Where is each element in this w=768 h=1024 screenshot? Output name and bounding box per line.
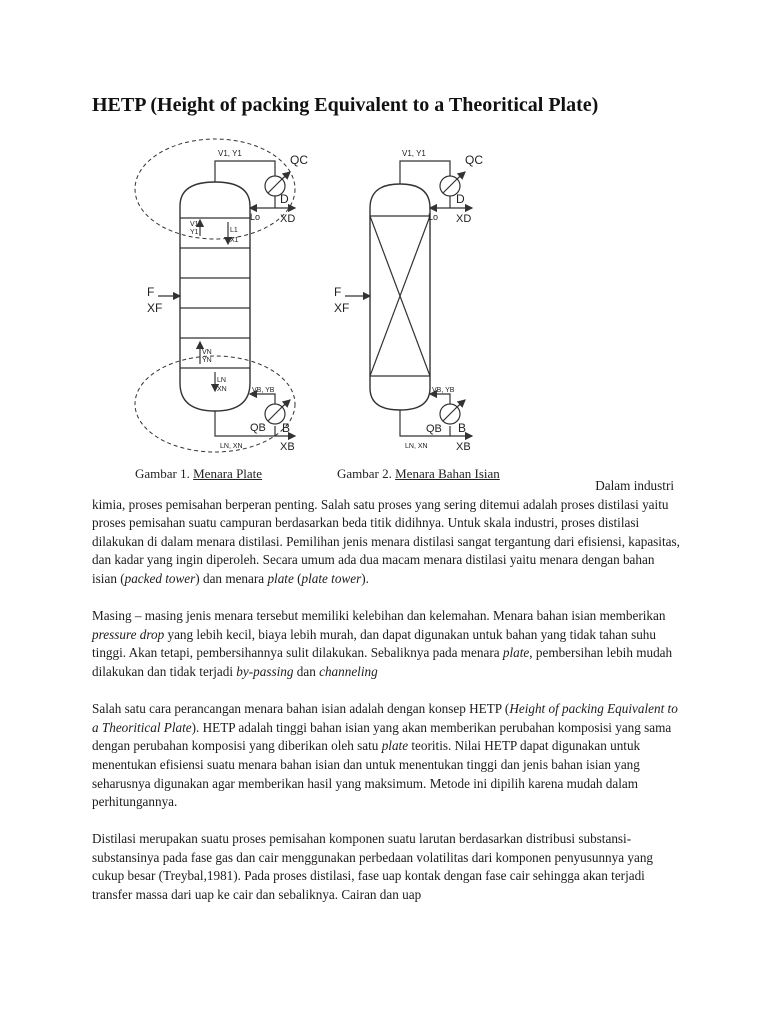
svg-text:VN: VN xyxy=(202,349,212,356)
paragraph-1: Dalam industri kimia, proses pemisahan berperan penting. Salah satu proses yang sering ditemui adalah proses distilasi yaitu proses pemisahan suatu campuran berdasarkan beda titik didihnya. Untuk skala industri, proses distilasi dilakukan di dalam menara distilasi. Pemilihan jenis menara distilasi sangat tergantung dari efisiensi, kapasitas, dan kadar yang ingin diperoleh. Secara umum ada dua macam menara distilasi yaitu menara dengan bahan isian (packed tower) dan menara plate (plate tower). xyxy=(92,477,682,589)
svg-text:LN, XN: LN, XN xyxy=(220,443,243,450)
svg-text:QB: QB xyxy=(250,422,266,434)
svg-text:D: D xyxy=(280,192,289,206)
reflux-line xyxy=(430,196,450,208)
reflux-line xyxy=(250,196,275,208)
caption-plate-prefix: Gambar 1 xyxy=(135,466,187,481)
bottoms-line xyxy=(215,411,275,436)
caption-plate: Gambar 1. Menara Plate xyxy=(135,466,263,481)
svg-text:YN: YN xyxy=(202,357,212,364)
svg-text:XD: XD xyxy=(280,213,296,225)
svg-text:XB: XB xyxy=(280,441,295,453)
paragraph-1-lead: Dalam industri xyxy=(595,478,674,493)
svg-text:Lo: Lo xyxy=(428,212,439,222)
svg-text:V1: V1 xyxy=(190,221,199,228)
svg-text:LN, XN: LN, XN xyxy=(405,443,428,450)
body-text xyxy=(92,477,682,923)
packed-labels xyxy=(334,149,483,453)
svg-text:XD: XD xyxy=(456,213,472,225)
svg-text:F: F xyxy=(147,285,155,299)
caption-isian: Gambar 2. Menara Bahan Isian xyxy=(337,466,500,481)
svg-text:F: F xyxy=(334,285,342,299)
caption-plate-text: Menara Plate xyxy=(193,466,263,481)
svg-text:V1, Y1: V1, Y1 xyxy=(402,149,426,158)
paragraph-4: Distilasi merupakan suatu proses pemisahan komponen suatu larutan berdasarkan distribusi substansi-substansinya pada fase gas dan cair menggunakan perbedaan volatilitas dari komponen penyusunnya yang cukup besar (Treybal,1981). Pada proses distilasi, fase uap kontak dengan fase cair sehingga akan terjadi transfer massa dari uap ke cair dan sebaliknya. Cairan dan uap xyxy=(92,831,654,903)
svg-text:Lo: Lo xyxy=(250,212,261,222)
plate-tower-diagram xyxy=(135,139,295,452)
svg-text:XN: XN xyxy=(217,386,227,393)
boilup-line xyxy=(250,394,275,404)
boilup-line xyxy=(430,394,450,404)
svg-text:QC: QC xyxy=(290,153,308,167)
svg-text:V1, Y1: V1, Y1 xyxy=(218,149,242,158)
svg-text:QC: QC xyxy=(465,153,483,167)
bottom-envelope xyxy=(135,356,295,452)
svg-text:XF: XF xyxy=(147,301,163,315)
svg-text:XF: XF xyxy=(334,301,350,315)
svg-text:L1: L1 xyxy=(230,227,238,234)
svg-text:VB, YB: VB, YB xyxy=(432,387,455,394)
bottoms-line xyxy=(400,410,450,436)
svg-text:B: B xyxy=(282,421,291,435)
svg-text:LN: LN xyxy=(217,377,226,384)
overhead-line xyxy=(215,161,275,182)
plate-labels xyxy=(147,149,308,453)
paragraph-2: Masing – masing jenis menara tersebut memiliki kelebihan dan kelemahan. Menara bahan isian memberikan pressure drop yang lebih kecil, biaya lebih murah, dan dapat digunakan untuk bahan yang tidak tahan suhu tinggi. Akan tetapi, pembersihannya sulit dilakukan. Sebaliknya pada menara plate, pembersihan lebih mudah dilakukan dan tidak terjadi by-passing dan channeling xyxy=(92,608,673,679)
distillation-figures xyxy=(120,136,570,486)
svg-text:XB: XB xyxy=(456,441,471,453)
svg-text:VB, YB: VB, YB xyxy=(252,387,275,394)
page-title: HETP (Height of packing Equivalent to a Theoritical Plate) xyxy=(92,94,599,116)
packed-tower-diagram xyxy=(345,161,472,436)
svg-text:Y1: Y1 xyxy=(190,229,199,236)
svg-text:QB: QB xyxy=(426,423,442,435)
svg-text:X1: X1 xyxy=(230,237,239,244)
caption-isian-prefix: Gambar 2 xyxy=(337,466,389,481)
figure-svg xyxy=(120,136,570,486)
top-envelope xyxy=(135,139,295,239)
caption-isian-text: Menara Bahan Isian xyxy=(395,466,500,481)
svg-text:D: D xyxy=(456,192,465,206)
svg-text:B: B xyxy=(458,421,467,435)
overhead-line xyxy=(400,161,450,184)
paragraph-3: Salah satu cara perancangan menara bahan isian adalah dengan konsep HETP (Height of packing Equivalent to a Theoritical Plate). HETP adalah tinggi bahan isian yang akan memberikan perubahan komposisi yang sama dengan perubahan komposisi yang diberikan oleh satu plate teoritis. Nilai HETP dapat digunakan untuk menentukan efisiensi suatu menara bahan isian dan untuk menentukan tinggi dan jenis bahan isian yang seharusnya digunakan agar memberikan hasil yang maksimum. Metode ini dipilih karena mudah dalam perhitungannya. xyxy=(92,701,678,810)
